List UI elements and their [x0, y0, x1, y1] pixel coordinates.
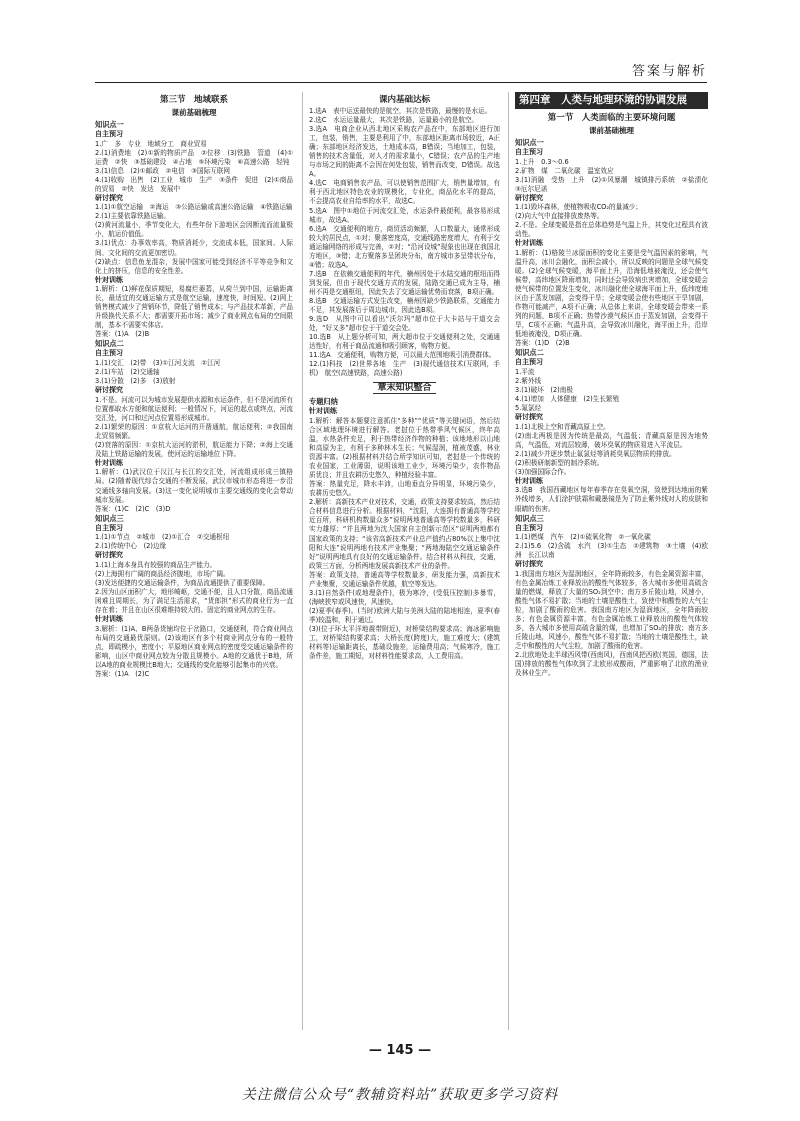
- text-line: 8.选B 交通运输方式发生改变，楠州因缺少铁路联系，交通能力不足，其发展落后于周边城市，因此选B项。: [309, 296, 500, 315]
- knowledge-point-heading: 知识点一: [515, 138, 544, 147]
- subsection-label: 研讨探究: [95, 551, 123, 560]
- knowledge-point-heading: 专题归纳: [309, 397, 338, 407]
- text-line: 1.广 多 专业 地域分工 商业贸易: [95, 139, 207, 148]
- text-line: 1.不是。河流可以为城市发展提供水源和水运条件，但不是河流所有位置都取水方便和航运便利；一般情况下，河运的起点或终点，河流交汇处，河口和过河点位置易形成城市。: [95, 395, 293, 422]
- text-line: 7.选B 在依赖交通便利的年代，楠州因处于水陆交通的枢纽而得到发展，但由于现代交通方式的发展，陆路交通已成为主导，楠州不再是交通枢纽，因此失去了交通运输优势而衰落，B项正确。: [309, 269, 500, 296]
- text-line: 3.(1)优点：办事效率高，物质消耗少，交流成本低，国家间、人际间、文化间的交流更加密切。: [95, 239, 293, 257]
- text-line: 2.(1)减少并逐步禁止氟氯烃等消耗臭氧层物质的排放。: [515, 449, 676, 458]
- subsection-label: 针对训练: [95, 275, 123, 284]
- text-line: 1.解析：解答本题要注意抓住“多种”“优质”等关键词语，然后结合区域地理环境进行解答。老挝位于热带季风气候区，终年高温，水热条件充足，利于热带经济作物的种植；该地地形以山地和高原为主，有利于多种林木生长；气候湿润，植被茂盛，林业资源丰富。(2)根据材料并结合所学知识可知，老挝是一个传统的农业国家，工业薄弱，说明该地工业少，环境污染少，农作物品质优良；并且农耕历史悠久，种植经验丰富。: [309, 416, 500, 480]
- column-1-body: [95, 120, 293, 679]
- section-title: 第三节 地域联系: [159, 95, 228, 105]
- text-line: 6.选A 交通便利的地方，商贸活动频繁，人口数量大，通常形成较大的居民点，①对；聚落密度高，交通线路密度增大，有利于交通运输网络的形成与完善，②对；“沿河设城”现象也出现在我国北方地区，③错；北方聚落多呈团块分布，南方城市多呈带状分布，④错；故选A。: [309, 224, 500, 269]
- text-line: 2.(1)车站 (2)交通轴: [95, 367, 160, 376]
- subsection-label: 自主预习: [515, 148, 543, 156]
- subsection-label: 自主预习: [95, 130, 123, 138]
- knowledge-point-heading: 知识点三: [515, 513, 544, 523]
- text-line: 4.(1)增加 人体健康 (2)生长繁殖: [515, 395, 620, 404]
- section-title: 课内基础达标: [378, 95, 430, 105]
- page-header: [95, 60, 707, 83]
- subsection-label: 研讨探究: [95, 386, 123, 395]
- text-line: (2)向大气中直接排放废热等。: [515, 212, 604, 221]
- text-line: 12.(1)科技 (2)世界各地 生产 (3)现代通信技术(互联网，手机) 航空(高速铁路，高速公路): [309, 360, 500, 378]
- subsection-label: 自主预习: [95, 349, 123, 358]
- text-line: 5.选A 图中①地位于河流交汇处，水运条件最便利，最容易形成城市，故选A。: [309, 206, 500, 224]
- text-line: 答案：(1)C (2)C (3)D: [95, 504, 171, 513]
- text-line: 3.(1)信息 (2)①邮政 ②电信 ③国际互联网: [95, 166, 231, 175]
- chapter-title: 第四章 人类与地理环境的协调发展: [515, 92, 708, 109]
- text-line: 2.(1)繁荣的原因：①京杭大运河的开凿通航，航运便利；②我国南北贸易频繁。: [95, 422, 293, 440]
- text-line: (3)发达便捷的交通运输条件，为商品流通提供了重要保障。: [95, 578, 270, 587]
- subsection-label: 研讨探究: [515, 560, 543, 569]
- subsection-label: 研讨探究: [95, 193, 123, 202]
- text-line: 答案：(1)D (2)B: [515, 339, 570, 348]
- text-line: 11.选A 交通便利，购物方便，可以最大范围地吸引消费群体。: [309, 351, 496, 360]
- text-line: 2.北欧地处北半球西风带(西南风)，西南风把西欧(英国，德国，法国)排放的酸性气体吹到了北欧形成酸雨，严重影响了北欧的渔业及林业生产。: [515, 651, 708, 678]
- column-2-body: [309, 107, 500, 378]
- knowledge-point-heading: 知识点三: [95, 513, 124, 523]
- text-line: 3.选A 电商企业从西北地区采购农产品在中，东部地区进行加工，包装，销售，主要是利用了中，东部地区距离市场较近，A正确；东部地区经济发达，土地成本高，B错误；当地加工，包装，销售的技术含量低，对人才的需求量小，C错误；农产品的生产地与市场之间的距离不会因在何处包装，销售而改变，D错误。故选A。: [309, 125, 500, 179]
- section-subtitle: 课前基础梳理: [589, 126, 634, 135]
- text-line: 1.(1)①航空运输 ②海运 ③公路运输或高速公路运输 ④铁路运输: [95, 203, 293, 212]
- text-line: 1.选A 表中运送最快的是航空，其次是铁路，最慢的是水运。: [309, 107, 492, 115]
- column-2: [302, 92, 500, 1030]
- text-line: (2)衰落的原因：①京杭大运河的淤积，航运能力下降；②海上交通及陆上铁路运输的发展，使河运的运输地位下降。: [95, 440, 293, 458]
- text-line: 4.选C 电商销售农产品，可以使销售范围扩大，销售量增加，有利于西北地区特色农业的规模化，专业化，商品化水平的提高，不会提高农业自给率的水平，故选C。: [309, 179, 500, 206]
- text-line: 1.(1)毁坏森林，使植物吸收CO₂的量减少；: [515, 203, 642, 212]
- text-line: 1.我国南方地区为湿润地区，全年降雨较多，有色金属资源丰富，有色金属冶炼工业释放出的酸性气体较多，各大城市多使用高硫含量的燃煤，释放了大量的SO₂到空中；南方多丘陵山地，风速小，酸性气体不易扩散；当地的土壤是酸性土，致使中和酸性的大气尘粒，加剧了酸雨的危害。我国南方地区为湿润地区，全年降雨较多；有色金属资源丰富，有色金属冶炼工业释放出的酸性气体较多，各大城市多使用高硫含量的煤，也增加了SO₂的排放；南方多丘陵山地，风速小，酸性气体不易扩散；当地的土壤是酸性土，缺乏中和酸性的大气尘粒，加剧了酸雨的危害。: [515, 569, 708, 651]
- text-line: (2)积极研制新型的制冷系统。: [515, 458, 604, 467]
- text-line: 3.(1)分散 (2)多 (3)放射: [95, 377, 176, 386]
- text-line: (3)(位于环太平洋地震带附近)，对桥梁结构要求高；海冰影响施工，对桥梁结构要求高；大桥长度(跨度)大，施工难度大；(建筑材料等)运输距离长，基础设施差，运输费用高；气候寒冷，施工条件差，施工期短，对材料性能要求高，人工费用高。: [309, 624, 500, 661]
- column-3: [508, 92, 715, 1030]
- text-line: 2.(1)主要依靠铁路运输。: [95, 212, 170, 221]
- text-line: 2.解析：高新技术产业对技术，交通，政策支持要求较高，然后结合材料信息进行分析。根据材料，“沈阳，大连拥有普通高等学校近百所，科研机构数量众多”说明两地普通高等学校数量多，科研实力雄厚；“并且两地为沈大国家自主创新示范区”说明两地都有国家政策的支持；“该省高新技术产业总产值约占80%以上集中沈阳和大连”说明两地有技术产业集聚；“两地海陆空交通运输条件好”说明两地具有良好的交通运输条件。结合材料从科技，交通，政策三方面，分析两地发展高新技术产业的条件。: [309, 498, 500, 570]
- text-line: (2)缺点：信息鱼龙混杂，发展中国家可能受到经济不平等竞争和文化上的挤压，信息的安全性差。: [95, 257, 293, 275]
- chapter-summary-label: 章末知识整合: [373, 382, 435, 394]
- text-line: 2.矿物 煤 二氧化碳 温室效应: [515, 166, 614, 175]
- column-2-body-2: [309, 397, 500, 661]
- text-line: 答案：(1)A (2)C: [95, 669, 150, 678]
- subsection-label: 自主预习: [515, 358, 543, 367]
- text-line: 2.(1)5.6 (2)含硫 水汽 (3)①生态 ②建筑物 ③土壤 (4)欧洲 长江以南: [515, 542, 708, 560]
- text-line: 1.解析：(1)格陵兰冰原面积的变化主要是受气温因素的影响，气温升高，冰川会融化，面积会减小，所以反映的问题是全球气候变暖。(2)全球气候变暖，海平面上升，沿海低地被淹没，还会使气候带，高纬地区降雨增加，同时还会导致病虫害增加，全球变暖会使气候带的位置发生变化，冰川融化使全球海平面上升，低纬度地区由于蒸发加剧，会变得干旱；全球变暖会使有些地区干旱加剧，作物可能减产，A项不正确；从总体上来讲，全球变暖会带来一系列的问题，B项不正确；热带沙漠气候区由于蒸发加剧，会变得干旱，C项不正确；气温升高，会导致冰川融化，海平面上升，沿岸低地被淹没，D项正确。: [515, 248, 708, 339]
- subsection-label: 针对训练: [515, 239, 543, 248]
- text-line: 3.选B 我国西藏地区每年春季存在臭氧空洞，致使到达地面的紫外线增多，人们涂护肤霜和戴墨镜是为了防止紫外线对人的皮肤和眼睛的伤害。: [515, 486, 708, 513]
- text-line: 1.解析：(1)武汉位于汉江与长江的交汇处，河流组成形成三镇格局。(2)随着现代综合交通的不断发展，武汉市城市形态将进一步沿交通线多轴向发展。(3)这一变化说明城市主要交通线的变化会带动城市发展。: [95, 468, 293, 504]
- text-line: 3.解析：(1)A、B两条货铺均位于岔路口，交通便利，符合商业网点布局的交通最优原则。(2)该地区有多个村商业网点分布的一般特点，即疏模小，密度小；平原地区商业网点的密度受交通运输条件的影响，山区中商业网点较为分散且规模小。A地的交通优于B地，所以A地的商业规模比B地大；交通线的变化能够引起集市的兴衰。: [95, 624, 293, 669]
- text-line: (2)夏季(春季)。(当时)欧洲大陆与美洲大陆的陆地相连，夏季(春季)较温和，利于通过。: [309, 606, 500, 624]
- column-3-body: [515, 138, 715, 678]
- text-line: 1.平流: [515, 367, 535, 376]
- text-line: 答案：政策支持，普通高等学校数量多，研发能力强，高新技术产业集聚，交通运输条件优越，航空等发达。: [309, 570, 500, 588]
- subsection-label: 自主预习: [515, 523, 543, 532]
- chapter-summary-title: [309, 382, 500, 395]
- footer-note: 关注微信公众号“教辅资料站”获取更多学习资料: [241, 1087, 559, 1103]
- text-line: 答案：(1)A (2)B: [95, 330, 150, 339]
- text-line: 答案：热量充足，降水丰沛，山地垂直分异明显，环境污染少，农耕历史悠久。: [309, 480, 500, 498]
- column-1: [95, 92, 293, 1030]
- text-line: 1.解析：(1)鲜花保质期短，易腐烂萎蔫，从荷兰到中国，运输距离长，最适宜的交通运输方式是航空运输，速度快，时间短。(2)网上销售模式减少了营销环节，降低了销售成本；与产品技术革新，产品升级换代关系不大；都需要开拓市场；减少了商业网点布局的空间限制，基本不需要实体店。: [95, 285, 293, 330]
- text-line: 3.(1)破坏 (2)南极: [515, 385, 573, 394]
- text-line: 3.(1)消融 受热 上升 (2)①风暴潮 城镇排污系统 ②盐渍化 ③厄尔尼诺: [515, 175, 715, 193]
- text-line: 9.选D 从图中可以看出“沃尔玛”超市位于大卡站与干道交会处，“好又多”超市位于干道交会处。: [309, 315, 500, 333]
- text-line: 3.(1)自然条件(或地理条件)，极为寒冷，(受低压控制)多暴雪，(海峡狭窄或风速快，风速快。: [309, 588, 500, 606]
- subsection-label: 针对训练: [309, 407, 337, 416]
- text-line: 10.选B 从上题分析可知，两大超市位于交通便利之处，交通通达性好，有利于商品流通和吸引顾客，购物方便。: [309, 333, 500, 351]
- text-line: 1.(1)①节点 ②城市 (2)①汇合 ②交通枢纽: [95, 533, 230, 542]
- text-line: 1.(1)交汇 (2)带 (3)①江河支流 ②江河: [95, 358, 221, 367]
- subsection-label: 针对训练: [515, 476, 543, 485]
- text-line: 2.紫外线: [515, 376, 542, 385]
- knowledge-point-heading: 知识点二: [95, 339, 124, 349]
- text-line: 2.因为山区面积广大，地形崎岖，交通不便，且人口分散，商品流通困难且周期长，为了满足生活需求，“货郎担”形式的商业行为一直存在着；并且在山区很难维持较大的、固定的商业网点的生存。: [95, 587, 293, 614]
- subsection-label: 自主预习: [95, 523, 123, 532]
- text-line: (2)黄河流量小，季节变化大，有些年份下游地区会因断流而流量极小，航运价值低。: [95, 221, 293, 239]
- header-title: 答案与解析: [631, 64, 707, 79]
- text-line: 4.(1)收购 出售 (2)工业 城市 生产 ③条件 促进 (2)①商品的贸易 ②快 发达 发展中: [95, 175, 293, 193]
- text-line: 1.(1)北极上空和青藏高原上空。: [515, 422, 610, 431]
- section-title: 第一节 人类面临的主要环境问题: [547, 113, 676, 123]
- subsection-label: 针对训练: [95, 615, 123, 624]
- text-line: (2)上海拥有广阔的商品经济腹地，市场广阔。: [95, 569, 230, 578]
- text-line: 1.上升 0.3～0.6: [515, 157, 569, 166]
- subsection-label: 研讨探究: [515, 413, 543, 422]
- text-line: 2.选C 水运运量最大，其次是铁路，运量最小的是航空。: [309, 116, 479, 125]
- text-line: 2.(1)传统中心 (2)边缘: [95, 542, 167, 551]
- knowledge-point-heading: 知识点二: [515, 348, 544, 358]
- text-line: 5.氟氯烃: [515, 404, 542, 413]
- text-line: (2)南北两极是因为传统是最高，气温低；青藏高原是因为地势高，气温低，对流层较薄，破坏臭氧的物质易进入平流层。: [515, 431, 708, 449]
- section-subtitle: 课前基础梳理: [171, 108, 217, 117]
- subsection-label: 研讨探究: [515, 193, 543, 202]
- text-line: 1.(1)上海本身具有较强的商品生产能力。: [95, 560, 217, 569]
- knowledge-point-heading: 知识点一: [95, 120, 124, 129]
- subsection-label: 针对训练: [95, 458, 123, 467]
- text-line: (3)加强国际合作。: [515, 467, 571, 476]
- text-line: 2.不是。全球变暖是指在总体趋势是气温上升，其变化过程具有波动性。: [515, 221, 708, 239]
- text-line: 1.(1)燃煤 汽车 (2)①硫氧化物 ②一氧化碳: [515, 533, 651, 542]
- text-line: 2.(1)消费地 (2)①新的物质产品 ②位移 (3)铁路 管道 (4)①运费 ②快 ③基础建设 ④占地 ⑤环境污染 ⑥高速公路 轻钝: [95, 148, 293, 166]
- page-number: — 145 —: [368, 1043, 432, 1058]
